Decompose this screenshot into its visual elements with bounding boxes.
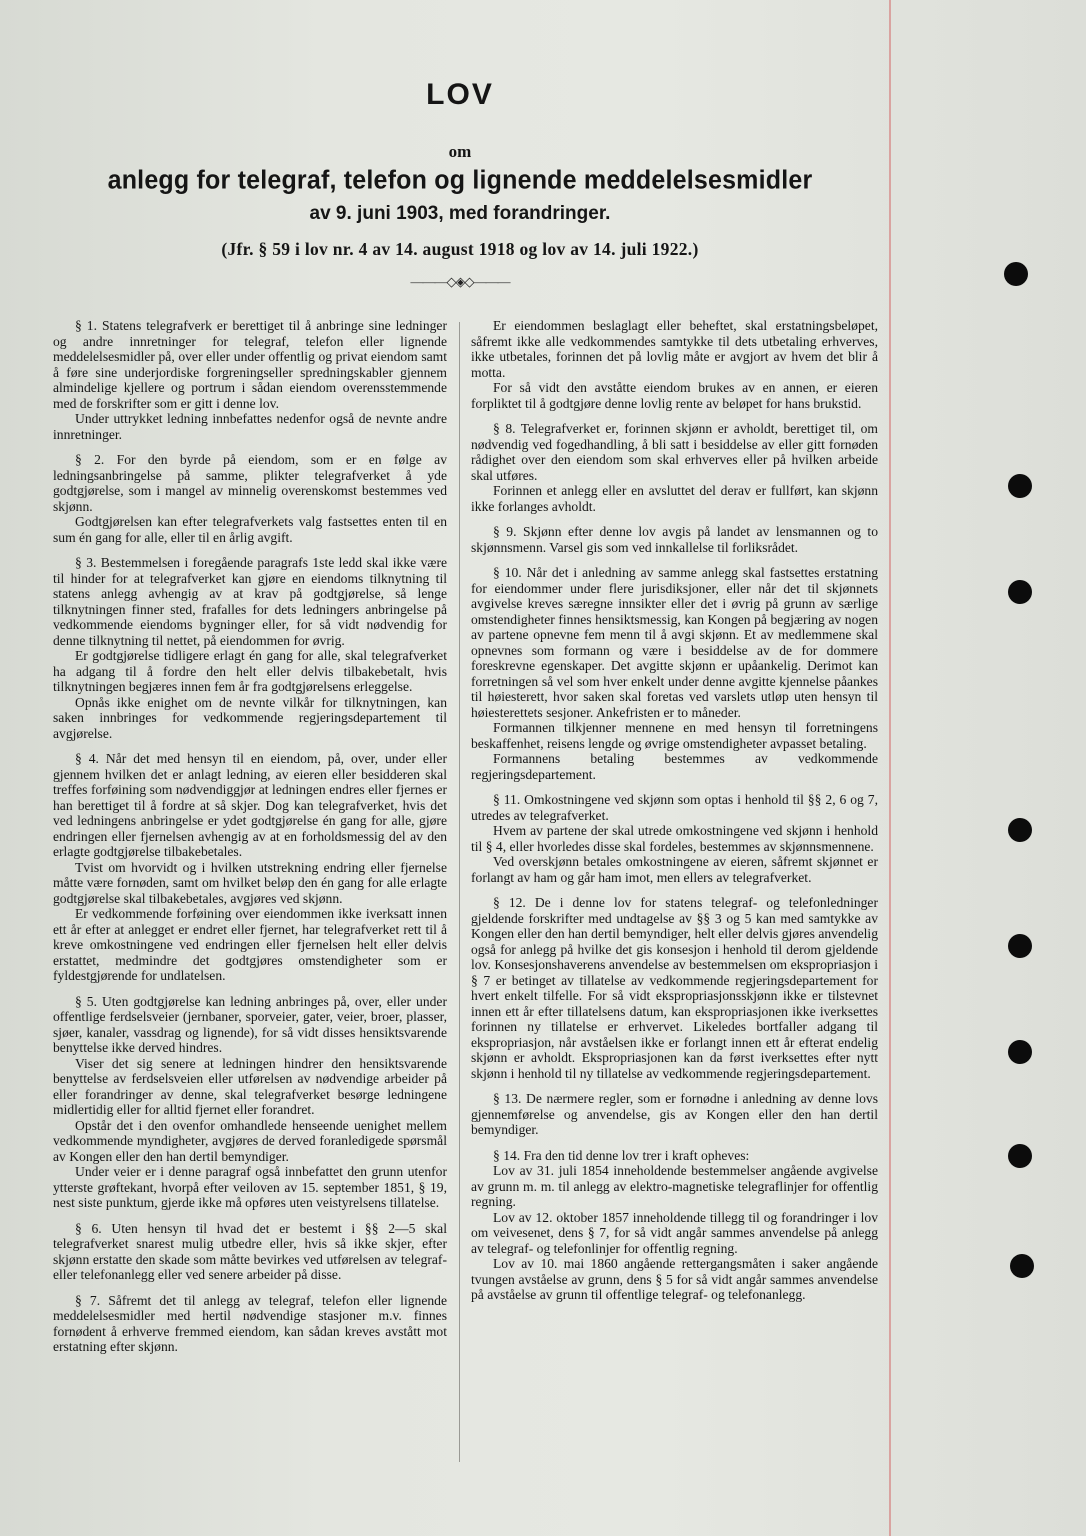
paragraph: Forinnen et anlegg eller en avsluttet del derav er fullført, kan skjønn ikke forlanges avholdt. — [471, 483, 878, 514]
paragraph: Godtgjørelsen kan efter telegrafverkets valg fastsettes enten til en sum én gang for alle, eller til en årlig avgift. — [53, 514, 447, 545]
ornament-divider: ———◇◈◇——— — [410, 274, 510, 289]
section-paragraph: § 5. Uten godtgjørelse kan ledning anbringes på, over, eller under offentlige ferdselsveier (jernbaner, sporveier, gater, veier, broer, plasser, sjøer, kanaler, vassdrag og lignende), for så vidt disses hensiktsvarende benyttelse ikke derved hindres. — [53, 993, 447, 1055]
paragraph: Er eiendommen beslaglagt eller beheftet, skal erstatningsbeløpet, såfremt ikke alle vedkommendes samtykke til dets utbetaling erhverves, ikke utbetales, forinnen det på lovlig måte er avgjort av hvem det blir å motta. — [471, 318, 878, 380]
margin-rule — [889, 0, 891, 1536]
law-reference: (Jfr. § 59 i lov nr. 4 av 14. august 1918 og lov av 14. juli 1922.) — [221, 239, 699, 259]
heading-om: om — [448, 142, 472, 161]
paragraph: Under veier er i denne paragraf også innbefattet den grunn utenfor ytterste grøftekant, hvorpå efter veiloven av 15. september 1851, § 19, nest siste punktum, gjerde ikke må opføres uten veistyrelsens tillatelse. — [53, 1164, 447, 1210]
punch-hole — [1008, 580, 1032, 604]
punch-hole — [1008, 818, 1032, 842]
punch-hole — [1010, 1254, 1034, 1278]
section-paragraph: § 14. Fra den tid denne lov trer i kraft opheves: — [493, 1147, 750, 1163]
paragraph: Hvem av partene der skal utrede omkostningene ved skjønn i henhold til § 4, eller hvorledes disse skal fordeles, bestemmes av skjønnsmennene. — [471, 823, 878, 854]
paragraph: Formannen tilkjenner mennene en med hensyn til forretningens beskaffenhet, reisens lengde og øvrige omstendigheter avpasset betaling. — [471, 720, 878, 751]
paragraph: Viser det sig senere at ledningen hindrer den hensiktsvarende benyttelse av ferdselsveien eller utførelsen av nødvendige arbeider på eller forandringer av denne, skal telegrafverket besørge ledningene midlertidig eller for alltid fjernet eller forandret. — [53, 1055, 447, 1117]
section-paragraph: § 8. Telegrafverket er, forinnen skjønn er avholdt, berettiget til, om nødvendig ved fogedhandling, å bli satt i besiddelse av eller gitt fornøden rådighet over den eiendom som skal erhverves eller på hvilken arbeide skal utføres. — [471, 421, 878, 483]
paragraph: Opstår det i den ovenfor omhandlede henseende uenighet mellem vedkommende myndigheter, avgjøres de derved foranledigede spørsmål av Kongen eller den han dertil bemyndiger. — [53, 1117, 447, 1164]
paragraph: Lov av 10. mai 1860 angående rettergangsmåten i saker angående tvungen avståelse av grunn, dens § 5 for så vidt angår sammes anvendelse på avståelse av grunn til offentlige telegraf- og telefonanlegg. — [471, 1256, 878, 1302]
section-paragraph: § 6. Uten hensyn til hvad det er bestemt i §§ 2—5 skal telegrafverket snarest mulig utbedre eller, hvis så ikke skjer, efter skjønn erstatte den skade som måtte bevirkes ved utførelsen av telegraf- eller telefonanlegg eller ved senere arbeider på disse. — [53, 1220, 447, 1282]
punch-hole — [1008, 934, 1032, 958]
section-paragraph: § 3. Bestemmelsen i foregående paragrafs 1ste ledd skal ikke være til hinder for at telegrafverket kan gjøre en eiendoms tilknytning til statens anlegg avhengig av at krav på godtgjørelse, så lenge tilknytningen finner sted, frafalles for dets ledningers anbringelse på vedkommende eiendoms bygninger eller, for så vidt nødvendig for denne tilknytning til nettet, på eiendommen for øvrig. — [53, 555, 447, 648]
section-paragraph: § 10. Når det i anledning av samme anlegg skal fastsettes erstatning for eiendommer under flere jurisdiksjoner, eller når det til skjønnets avgivelse kreves særegne innsikter eller det i øvrig på grunn av særlige omstendigheter finnes hensiktsmessig, kan Kongen på begjæring av nogen av partene opnevne fem menn til å avgi skjønn. Et av medlemmene skal opnevnes som formann og være i besiddelse av de for dommere foreskrevne egenskaper. Det avgitte skjønn er upåankelig. Derimot kan forretningen så vel som hver enkelt under denne avgitte kjennelse påankes til høiesterett, hvor saken skal foretas ved varslets utløp uten hensyn til høiesterettets sesjoner. Ankefristen er to måneder. — [471, 565, 878, 720]
paragraph: Er vedkommende forføining over eiendommen ikke iverksatt innen ett år efter at anlegget er endret eller fjernet, har telegrafverket rett til å kreve omkostningene ved endringen eller fjernelsen helt eller delvis erstattet, medmindre det godtgjøres omstendigheter som er fyldestgjørende for undlatelsen. — [53, 906, 447, 983]
punch-hole — [1008, 1040, 1032, 1064]
section-paragraph: § 11. Omkostningene ved skjønn som optas i henhold til §§ 2, 6 og 7, utredes av telegrafverket. — [471, 792, 878, 823]
punch-hole — [1008, 474, 1032, 498]
paragraph: Opnås ikke enighet om de nevnte vilkår for tilknytningen, kan saken innbringes for vedkommende regjeringsdepartement til avgjørelse. — [53, 694, 447, 741]
law-date: av 9. juni 1903, med forandringer. — [309, 203, 611, 224]
law-header — [40, 78, 880, 290]
section-paragraph: § 7. Såfremt det til anlegg av telegraf, telefon eller lignende meddelelsesmidler med hertil nødvendige stasjoner m.v. finnes fornødent å erhverve fremmed eiendom, kan sådan kreves avstått mot erstatning efter skjønn. — [53, 1292, 447, 1354]
section-paragraph: § 9. Skjønn efter denne lov avgis på landet av lensmannen og to skjønnsmenn. Varsel gis som ved innkallelse til forliksrådet. — [471, 524, 878, 555]
section-paragraph: § 2. For den byrde på eiendom, som er en følge av ledningsanbringelse på samme, plikter telegrafverket å yde godtgjørelse, som i mangel av minnelig overenskomst bestemmes ved skjønn. — [53, 452, 447, 514]
section-paragraph: § 4. Når det med hensyn til en eiendom, på, over, under eller gjennem hvilken det er anlagt ledning, av eieren eller besidderen skal treffes forføining som nødvendiggjør at ledningen endres eller fjernes er han berettiget til å fordre at så skjer. Dog kan telegrafverket, hvis det ved ledningens anbringelse er ydet godtgjørelse én gang for alle, gjøre endringen eller fjernelsen avhengig av at en forholdsmessig del av den erlagte godtgjørelse tilbakebetales. — [53, 751, 447, 859]
column-divider — [459, 322, 460, 1462]
left-text-column — [53, 318, 447, 1355]
right-text-column — [471, 318, 878, 1303]
section-paragraph: § 1. Statens telegrafverk er berettiget til å anbringe sine ledninger og andre innretninger for telegraf, telefon eller lignende meddelelsesmidler på, over eller under offentlig og privat eiendom samt å føre sine underjordiske forgreningseller spredningskabler gjennem almindelige kjellere og portrum i sådan eiendom overensstemmende med de forskrifter som er gitt i denne lov. — [53, 318, 447, 411]
paragraph: Formannens betaling bestemmes av vedkommende regjeringsdepartement. — [471, 751, 878, 782]
paragraph: Ved overskjønn betales omkostningene av eieren, såfremt skjønnet er forlangt av ham og går ham imot, men ellers av telegrafverket. — [471, 854, 878, 885]
paragraph: Tvist om hvorvidt og i hvilken utstrekning endring eller fjernelse måtte være fornøden, samt om hvilket beløp den én gang for alle erlagte godtgjørelse skal tilbakebetales, avgjøres ved skjønn. — [53, 859, 447, 906]
law-title: anlegg for telegraf, telefon og lignende meddelelsesmidler — [107, 165, 813, 195]
section-paragraph: § 13. De nærmere regler, som er fornødne i anledning av denne lovs gjennemførelse og anvendelse, gis av Kongen eller den han dertil bemyndiger. — [471, 1091, 878, 1137]
punch-hole — [1008, 1144, 1032, 1168]
paragraph: Lov av 31. juli 1854 inneholdende bestemmelser angående avgivelse av grunn m. m. til anlegg av elektro-magnetiske telegraflinjer for offentlig regning. — [471, 1163, 878, 1209]
punch-hole — [1004, 262, 1028, 286]
paragraph: Er godtgjørelse tidligere erlagt én gang for alle, skal telegrafverket ha adgang til å fordre den helt eller delvis tilbakebetalt, hvis tilknytningen begjæres innen fem år fra godtgjørelsens erleggelse. — [53, 648, 447, 694]
paragraph: Lov av 12. oktober 1857 inneholdende tillegg til og forandringer i lov om veivesenet, dens § 7, for så vidt angår sammes anvendelse på anlegg av telegraf- og telefonlinjer for offentlig regning. — [471, 1209, 878, 1256]
paragraph: For så vidt den avståtte eiendom brukes av en annen, er eieren forpliktet til å godtgjøre denne lovlig rente av beløpet for hans brukstid. — [471, 380, 878, 411]
paragraph: Under uttrykket ledning innbefattes nedenfor også de nevnte andre innretninger. — [53, 411, 447, 442]
section-paragraph: § 12. De i denne lov for statens telegraf- og telefonledninger gjeldende forskrifter med undtagelse av §§ 3 og 5 kan med samtykke av Kongen eller den han dertil bemyndiger, helt eller delvis gjøres anvendelig også for anlegg på hvilke det gis konsesjon i henhold til derom gjeldende lov. Konsesjonshaverens anvendelse av bestemmelsen om ekspropriasjon i § 7 er betinget av tillatelse av vedkommende regjeringsdepartement for hvert enkelt tilfelle. For så vidt ekspropriasjonsskjønn ikke er tilstevnet innen ett år efter tillatelsens datum, kan ekspropriasjonen ikke iverksettes forinnen ny tillatelse er erhvervet. Likeledes bortfaller adgang til ekspropriasjon, når avståelsen ikke er forlangt innen ett år efterat endelig skjønn er avholdt. Ekspropriasjonen kan da først iverksettes efter nytt skjønn i henhold til ny tillatelse av vedkommende regjeringsdepartement. — [471, 895, 878, 1081]
heading-lov: LOV — [426, 78, 494, 111]
